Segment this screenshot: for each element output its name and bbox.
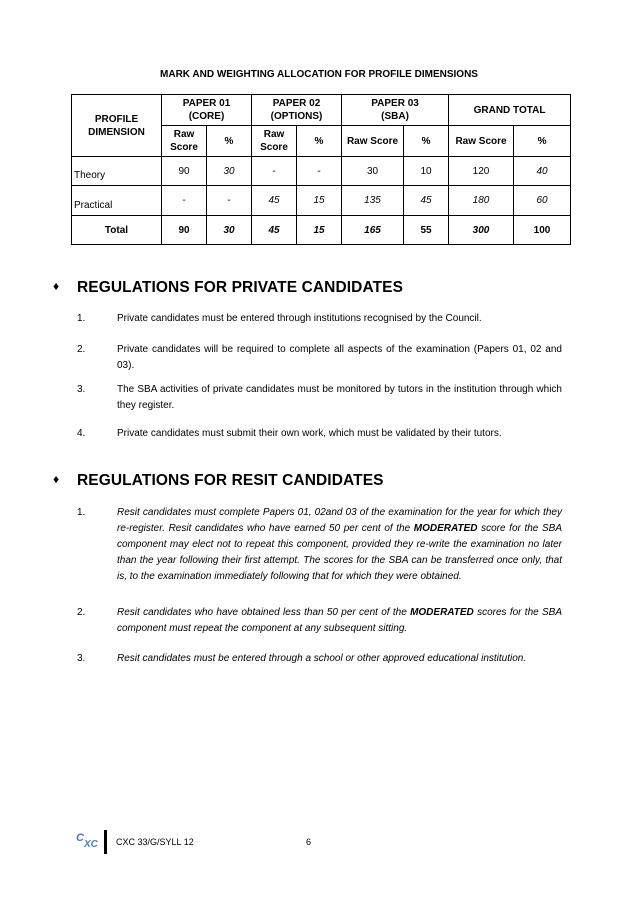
paper-03-header: PAPER 03 (SBA)	[342, 95, 449, 126]
table-row-practical	[72, 186, 571, 216]
grand-total-header: GRAND TOTAL	[449, 95, 571, 126]
table-cell: 45	[404, 186, 449, 216]
resit-candidates-heading: ♦ REGULATIONS FOR RESIT CANDIDATES	[53, 472, 384, 489]
diamond-bullet-icon: ♦	[53, 279, 60, 293]
footer-divider	[104, 830, 107, 854]
subheader-raw-score: Raw Score	[252, 126, 297, 157]
table-cell: -	[207, 186, 252, 216]
allocation-table	[71, 94, 571, 245]
subheader-raw-score: Raw Score	[342, 126, 404, 157]
table-cell: 15	[297, 186, 342, 216]
table-cell: 120	[449, 157, 514, 186]
table-cell: 300	[449, 216, 514, 245]
table-cell: 90	[162, 157, 207, 186]
table-cell: 30	[342, 157, 404, 186]
table-cell: -	[297, 157, 342, 186]
table-cell: 45	[252, 186, 297, 216]
page-footer	[76, 828, 376, 856]
table-cell: 40	[514, 157, 571, 186]
table-cell: 135	[342, 186, 404, 216]
profile-dimension-header: PROFILE DIMENSION	[72, 95, 162, 157]
table-cell: 180	[449, 186, 514, 216]
table-cell: 45	[252, 216, 297, 245]
diamond-bullet-icon: ♦	[53, 472, 60, 486]
private-candidates-heading: ♦ REGULATIONS FOR PRIVATE CANDIDATES	[53, 279, 404, 296]
table-cell: 165	[342, 216, 404, 245]
subheader-raw-score: Raw Score	[449, 126, 514, 157]
table-cell: 15	[297, 216, 342, 245]
subheader-percent: %	[207, 126, 252, 157]
table-cell: 90	[162, 216, 207, 245]
cxc-logo: C XC	[76, 832, 98, 850]
paper-01-header: PAPER 01 (CORE)	[162, 95, 252, 126]
subheader-percent: %	[404, 126, 449, 157]
table-cell: -	[162, 186, 207, 216]
subheader-percent: %	[514, 126, 571, 157]
subheader-raw-score: Raw Score	[162, 126, 207, 157]
table-cell: 55	[404, 216, 449, 245]
table-cell: 60	[514, 186, 571, 216]
table-cell: 100	[514, 216, 571, 245]
table-row-theory	[72, 157, 571, 186]
table-row-total	[72, 216, 571, 245]
page-number: 6	[306, 837, 312, 847]
table-cell: 10	[404, 157, 449, 186]
subheader-percent: %	[297, 126, 342, 157]
syllabus-code: CXC 33/G/SYLL 12	[116, 837, 194, 847]
table-cell: -	[252, 157, 297, 186]
paper-02-header: PAPER 02 (OPTIONS)	[252, 95, 342, 126]
table-cell: 30	[207, 157, 252, 186]
row-label: Total	[72, 216, 162, 245]
table-title: MARK AND WEIGHTING ALLOCATION FOR PROFILE DIMENSIONS	[160, 69, 478, 80]
table-cell: 30	[207, 216, 252, 245]
row-label: Theory	[72, 157, 162, 186]
row-label: Practical	[72, 186, 162, 216]
